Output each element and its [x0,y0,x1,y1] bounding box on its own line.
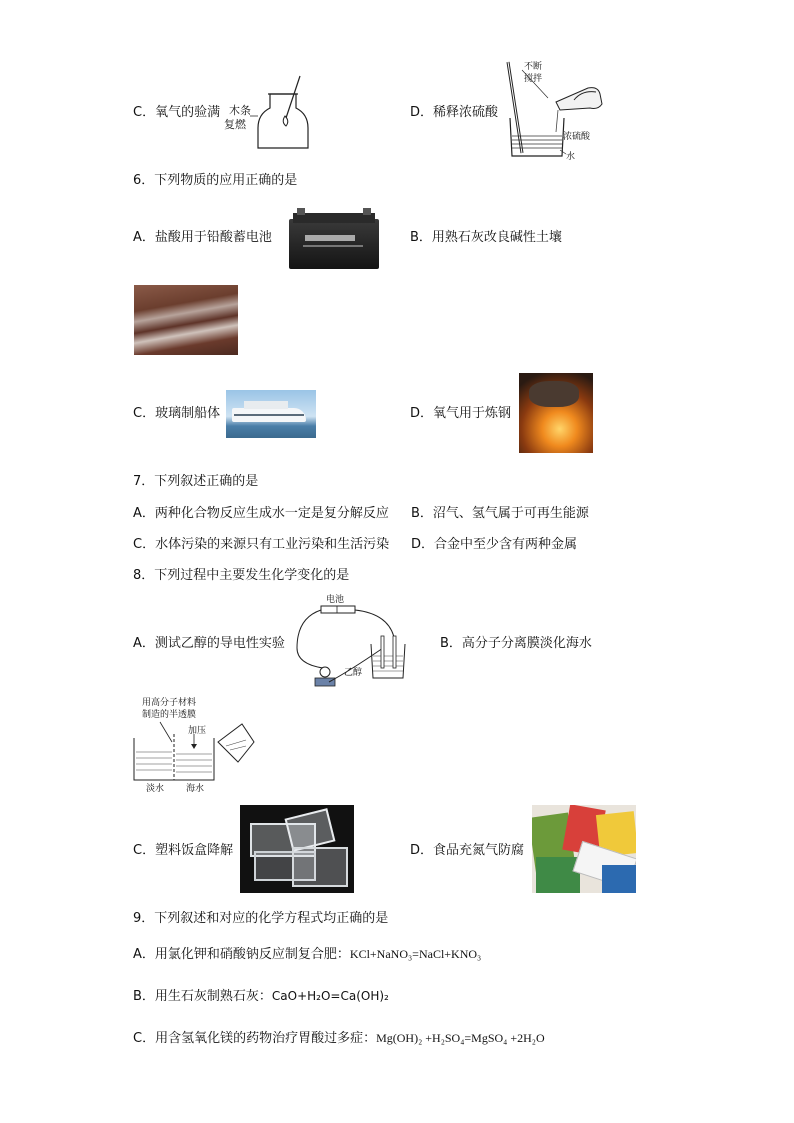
q9-stem: 9．下列叙述和对应的化学方程式均正确的是 [133,911,389,926]
q9-b-text: B．用生石灰制熟石灰： [133,989,272,1004]
steelmaking-image [519,373,593,453]
q9-a-equation: KCl+NaNO₃=NaCl+KNO₃ [349,947,482,961]
q9-option-c [133,1030,545,1047]
q5-option-c: C．氧气的验满 [133,105,221,120]
q9-c-equation: Mg(OH)₂ +H₂SO₄=MgSO₄ +2H₂O [376,1031,545,1045]
dilute-acid-diagram [500,58,610,163]
ethanol-conductivity-diagram [295,598,410,694]
q6-stem: 6．下列物质的应用正确的是 [133,173,298,188]
q8-a-label-battery: 电池 [326,595,345,605]
q5-c-label-rekindle: 复燃 [224,118,246,131]
nitrogen-food-packaging-image [532,805,636,893]
q5-d-label-stir2: 搅拌 [524,74,543,84]
q8-option-d: D．食品充氮气防腐 [410,843,525,858]
q8-b-label-freshwater: 淡水 [146,784,165,794]
q6-option-b: B．用熟石灰改良碱性土壤 [410,230,562,245]
q8-b-label-material2: 制造的半透膜 [142,710,197,720]
q9-option-a [133,946,481,963]
q8-b-label-pressure: 加压 [188,726,207,736]
q5-d-label-stir1: 不断 [524,62,543,72]
q9-option-b [133,988,389,1005]
q7-option-d: D．合金中至少含有两种金属 [411,537,578,552]
q7-option-c: C．水体污染的来源只有工业污染和生活污染 [133,537,390,552]
q9-c-text: C．用含氢氧化镁的药物治疗胃酸过多症： [133,1031,377,1046]
q6-option-a: A．盐酸用于铅酸蓄电池 [133,230,272,245]
q8-a-label-ethanol: 乙醇 [344,668,363,678]
q7-stem: 7．下列叙述正确的是 [133,474,259,489]
q5-option-d: D．稀释浓硫酸 [410,105,499,120]
oxygen-test-diagram [250,72,320,152]
q8-option-b: B．高分子分离膜淡化海水 [440,636,592,651]
cruise-ship-image [226,390,316,438]
q9-a-text: A．用氯化钾和硝酸钠反应制复合肥： [133,947,350,962]
q6-option-c: C．玻璃制船体 [133,406,221,421]
plastic-lunchbox-image [240,805,354,893]
q7-option-b: B．沼气、氢气属于可再生能源 [411,506,589,521]
q5-d-label-acid: 浓硫酸 [563,132,591,142]
q9-b-equation: CaO+H₂O=Ca(OH)₂ [271,989,389,1003]
q6-option-d: D．氧气用于炼钢 [410,406,512,421]
lead-acid-battery-image [285,205,383,275]
soil-field-image [134,285,238,355]
q5-d-label-water: 水 [566,152,576,162]
q8-option-c: C．塑料饭盒降解 [133,843,234,858]
q7-option-a: A．两种化合物反应生成水一定是复分解反应 [133,506,389,521]
q5-c-label-stick: 木条 [229,104,251,117]
q8-b-label-material1: 用高分子材料 [142,698,197,708]
membrane-desalination-diagram [130,720,255,785]
q8-stem: 8．下列过程中主要发生化学变化的是 [133,568,350,583]
q8-option-a: A．测试乙醇的导电性实验 [133,636,285,651]
q8-b-label-seawater: 海水 [186,784,205,794]
